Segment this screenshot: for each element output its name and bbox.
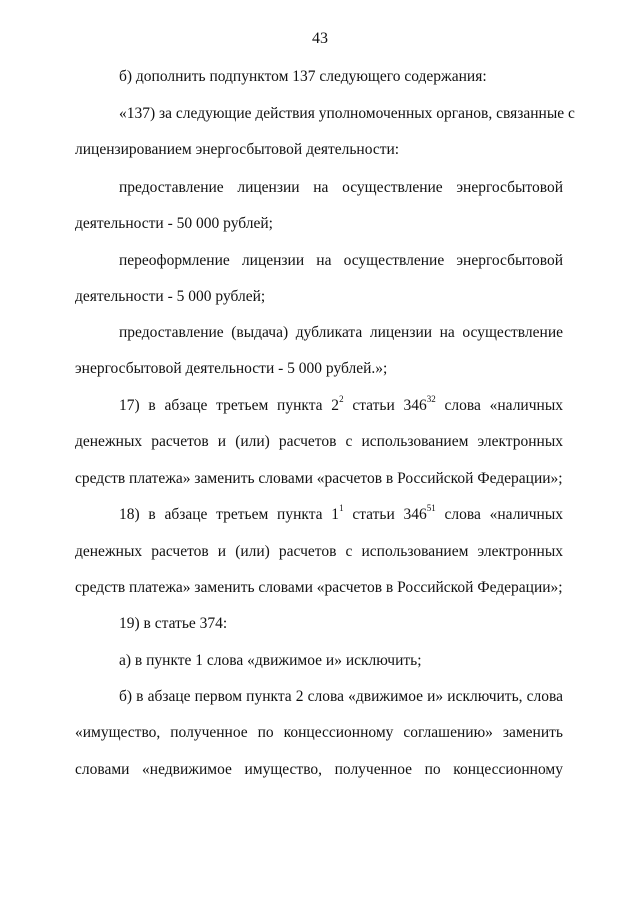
text-line: «137) за следующие действия уполномоченных органов, связанные с [119, 105, 575, 122]
text-line: средств платежа» заменить словами «расчетов в Российской Федерации»; [75, 470, 563, 487]
text-line: деятельности - 50 000 рублей; [75, 215, 273, 232]
text-segment: 17) в абзаце третьем пункта 2 [119, 397, 340, 414]
text-line: переоформление лицензии на осуществление энергосбытовой [119, 252, 563, 269]
text-segment: слова «наличных [435, 397, 563, 414]
superscript: 2 [339, 393, 344, 404]
text-line: деятельности - 5 000 рублей; [75, 288, 266, 305]
text-line: денежных расчетов и (или) расчетов с использованием электронных [75, 433, 563, 450]
superscript: 1 [339, 502, 344, 513]
text-line: «имущество, полученное по концессионному соглашению» заменить [75, 724, 563, 741]
text-line: словами «недвижимое имущество, полученное по концессионному [75, 761, 563, 778]
text-line: б) дополнить подпунктом 137 следующего содержания: [119, 68, 487, 85]
superscript: 51 [426, 502, 436, 513]
superscript: 32 [426, 393, 436, 404]
text-line: энергосбытовой деятельности - 5 000 рублей.»; [75, 360, 388, 377]
text-line: б) в абзаце первом пункта 2 слова «движимое и» исключить, слова [119, 688, 563, 705]
text-segment: 18) в абзаце третьем пункта 1 [119, 506, 340, 523]
text-segment: статьи 346 [343, 506, 427, 523]
text-line: 19) в статье 374: [119, 615, 228, 632]
text-line: средств платежа» заменить словами «расчетов в Российской Федерации»; [75, 579, 563, 596]
text-line [119, 502, 563, 525]
text-line: а) в пункте 1 слова «движимое и» исключить; [119, 652, 422, 669]
text-segment: слова «наличных [435, 506, 563, 523]
page-number: 43 [312, 30, 328, 47]
text-line [119, 393, 563, 416]
text-segment: статьи 346 [343, 397, 427, 414]
text-line: лицензированием энергосбытовой деятельности: [75, 141, 400, 158]
text-line: предоставление лицензии на осуществление энергосбытовой [119, 179, 563, 196]
text-line: денежных расчетов и (или) расчетов с использованием электронных [75, 543, 563, 560]
text-line: предоставление (выдача) дубликата лицензии на осуществление [119, 324, 563, 341]
